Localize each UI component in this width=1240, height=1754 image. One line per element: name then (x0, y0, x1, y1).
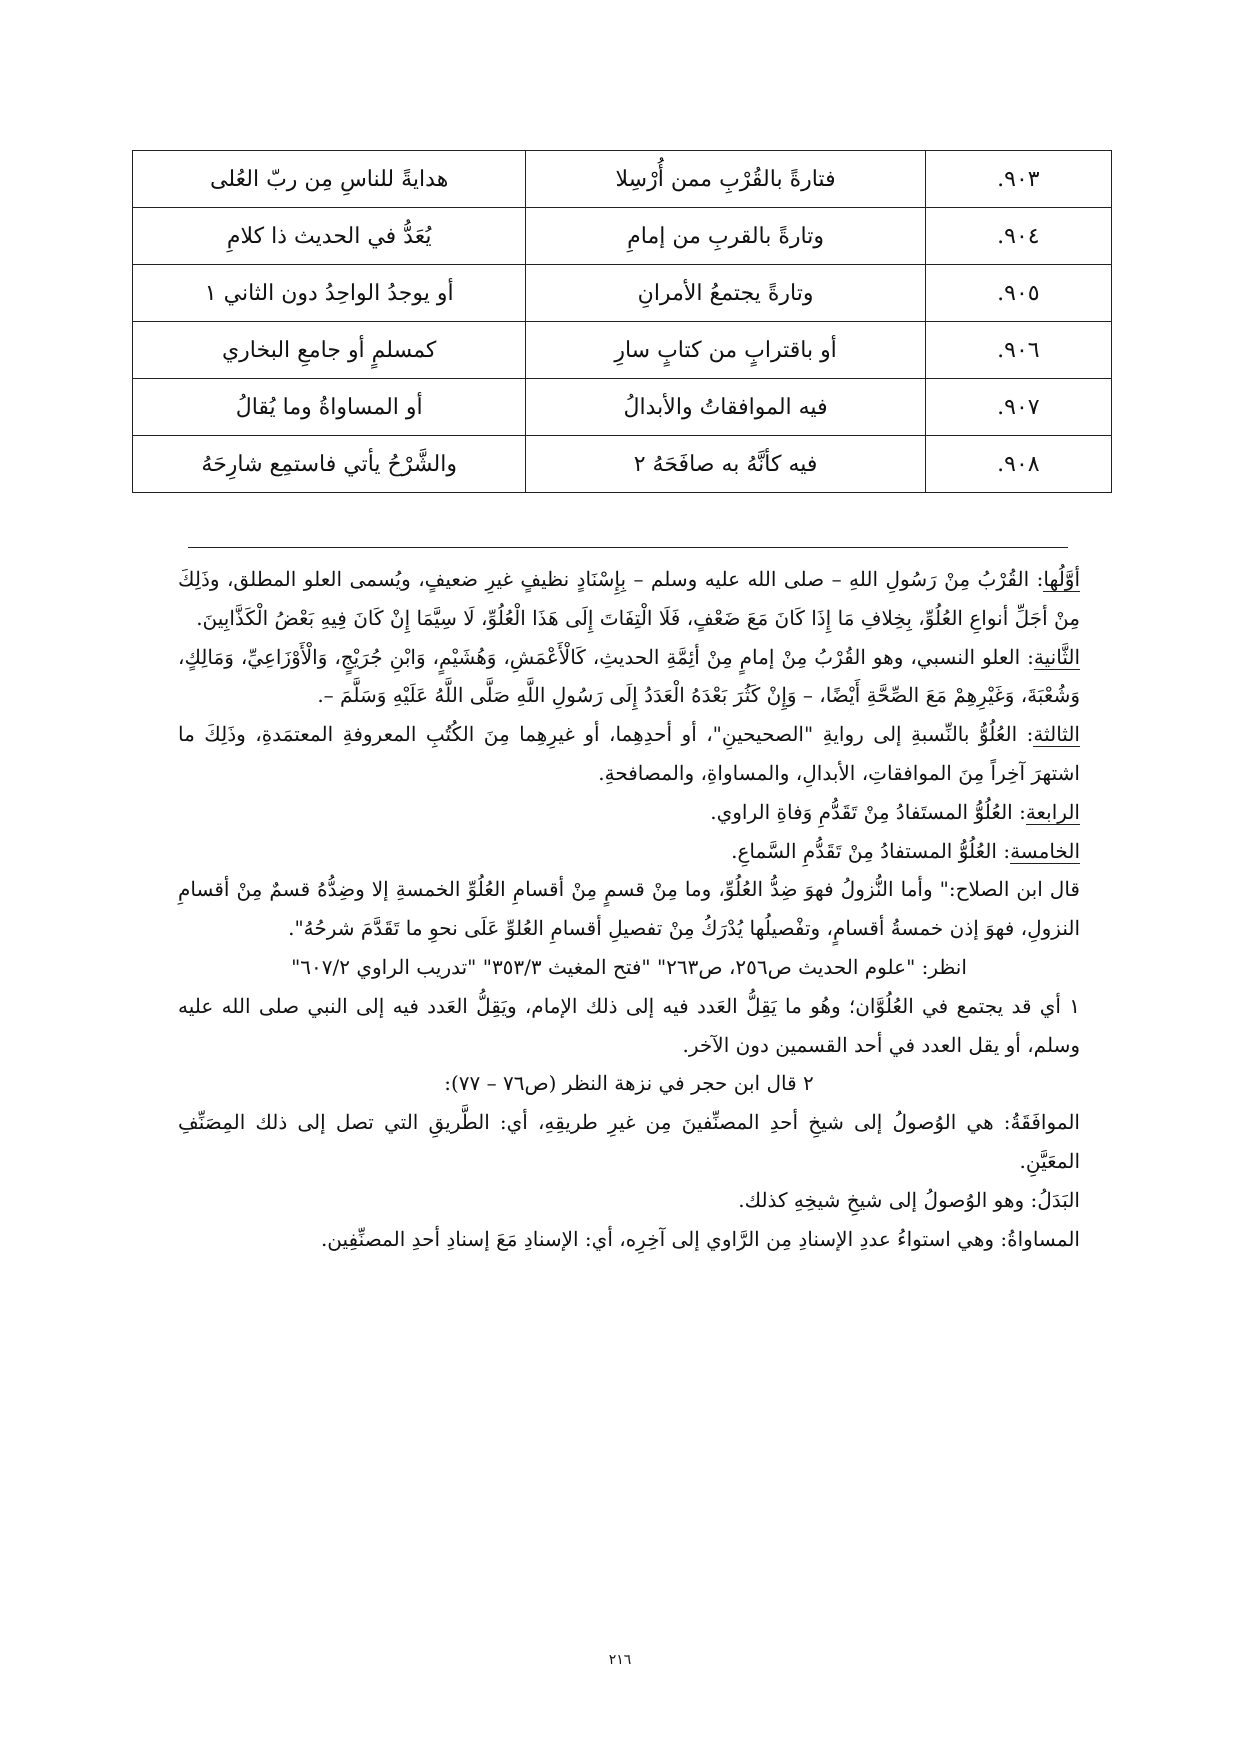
note-paragraph (178, 560, 1080, 638)
verse-number: ٩٠٨. (925, 436, 1111, 493)
table-row (133, 379, 1112, 436)
footnotes (178, 560, 1080, 1258)
verse-second-hemistich: أو المساواةُ وما يُقالُ (133, 379, 526, 436)
verse-first-hemistich: وتارةً بالقربِ من إمامِ (526, 208, 925, 265)
footnote-2: ٢ قال ابن حجر في نزهة النظر (ص٧٦ – ٧٧): (444, 1071, 814, 1096)
verse-first-hemistich: فيه كأنَّهُ به صافَحَهُ ٢ (526, 436, 925, 493)
table-row (133, 151, 1112, 208)
verse-number: ٩٠٦. (925, 322, 1111, 379)
verse-number: ٩٠٧. (925, 379, 1111, 436)
note-paragraph (178, 793, 1080, 832)
verse-number: ٩٠٥. (925, 265, 1111, 322)
footnote-separator (188, 547, 1068, 548)
verse-first-hemistich: فتارةً بالقُرْبِ ممن أُرْسِلا (526, 151, 925, 208)
note-label: الرابعة (1025, 799, 1080, 824)
table-row (133, 322, 1112, 379)
note-label: أوَّلُها (1043, 567, 1080, 591)
table-row (133, 208, 1112, 265)
note-paragraph (178, 715, 1080, 793)
note-label: الثَّانية (1033, 644, 1081, 669)
note-label: الثالثة (1033, 722, 1080, 747)
page-number: ٢١٦ (608, 1652, 632, 1668)
note-text: : القُرْبُ مِنْ رَسُولِ اللهِ – صلى الله عليه وسلم – بِإِسْنَادٍ نظيفٍ غيرِ ضعيفٍ، ويُسمى العلو المطلق، وذَلِكَ مِنْ أجَلِّ أنواعِ العُلُوِّ، بِخِلافِ مَا إِذَا كَانَ مَعَ ضَعْفٍ، فَلَا الْتِفَاتَ إِلَى هَذَا الْعُلُوِّ، لَا سِيَّمَا إِنْ كَانَ فِيهِ بَعْضُ الْكَذَّابِينَ. (178, 567, 1080, 630)
verse-first-hemistich: وتارةً يجتمعُ الأمرانِ (526, 265, 925, 322)
note-text: : العُلُوُّ بالنِّسبةِ إلى روايةِ "الصحيحينِ"، أو أحدِهِما، أو غيرِهِما مِنَ الكُتُبِ المعروفةِ المعتمَدةِ، وذَلِكَ ما اشتهرَ آخِراً مِنَ الموافقاتِ، الأبدالِ، والمساواةِ، والمصافحةِ. (178, 722, 1080, 785)
verse-first-hemistich: أو باقترابٍ من كتابٍ سارِ (526, 322, 925, 379)
verse-second-hemistich: هدايةً للناسِ مِن ربّ العُلى (133, 151, 526, 208)
note-paragraph (178, 832, 1080, 871)
verse-first-hemistich: فيه الموافقاتُ والأبدالُ (526, 379, 925, 436)
table-row (133, 265, 1112, 322)
footnote-1: ١ أي قد يجتمع في العُلُوَّان؛ وهُو ما يَقِلُّ العَدد فيه إلى ذلك الإمام، ويَقِلُّ العَدد فيه إلى النبي صلى الله عليه وسلم، أو يقل العدد في أحد القسمين دون الآخر. (178, 993, 1080, 1057)
note-text: : العُلُوُّ المستفادُ مِنْ تَقَدُّمِ السَّماعِ. (731, 838, 1011, 863)
verse-second-hemistich: كمسلمٍ أو جامعِ البخاري (133, 322, 526, 379)
verse-table (132, 150, 1112, 493)
verse-number: ٩٠٤. (925, 208, 1111, 265)
verse-number: ٩٠٣. (925, 151, 1111, 208)
note-paragraph (178, 638, 1080, 716)
table-row (133, 436, 1112, 493)
verse-second-hemistich: أو يوجدُ الواحِدُ دون الثاني ١ (133, 265, 526, 322)
verse-second-hemistich: يُعَدُّ في الحديث ذا كلامِ (133, 208, 526, 265)
verse-second-hemistich: والشَّرْحُ يأتي فاستمِع شارِحَهُ (133, 436, 526, 493)
note-label: الخامسة (1010, 838, 1080, 863)
note-paragraph: المساواةُ: وهي استواءُ عددِ الإسنادِ مِن الرَّاوي إلى آخِرِه، أي: الإسنادِ مَعَ إسنادِ أحدِ المصنِّفِين. (320, 1226, 1080, 1251)
note-text: : العُلُوُّ المستَفادُ مِنْ تَقَدُّمِ وَفاةِ الراوي. (710, 799, 1026, 824)
note-paragraph: البَدَلُ: وهو الوُصولُ إلى شيخِ شيخِهِ كذلك. (738, 1187, 1080, 1212)
note-text: : العلو النسبي، وهو القُرْبُ مِنْ إمامٍ مِنْ أئِمَّةِ الحديثِ، كَالْأَعْمَشِ، وَهُشَيْمٍ، وَابْنِ جُرَيْجٍ، وَالْأَوْزَاعِيِّ، وَمَالِكٍ، وَشُعْبَةَ، وَغَيْرِهِمْ مَعَ الصِّحَّةِ أَيْضًا، – وَإِنْ كَثُرَ بَعْدَهُ الْعَدَدُ إِلَى رَسُولِ اللَّهِ صَلَّى اللَّهُ عَلَيْهِ وَسَلَّمَ –. (178, 644, 1080, 708)
references-line: انظر: "علوم الحديث ص٢٥٦، ص٢٦٣" "فتح المغيث ٣٥٣/٣" "تدريب الراوي ٦٠٧/٢" (291, 954, 967, 979)
note-paragraph: الموافَقَةُ: هي الوُصولُ إلى شيخِ أحدِ المصنِّفينَ مِن غيرِ طريقِهِ، أي: الطَّريقِ التي تصل إلى ذلك المِصَنِّفِ المعَيَّنِ. (178, 1110, 1080, 1173)
note-paragraph: قال ابن الصلاح:" وأما النُّزولُ فهوَ ضِدُّ العُلُوِّ، وما مِنْ قسمٍ مِنْ أقسامِ العُلُوِّ الخمسةِ إلا وضِدُّهُ قسمٌ مِنْ أقسامِ النزولِ، فهوَ إذن خمسةُ أقسامٍ، وتفْصيلُها يُدْرَكُ مِنْ تفصيلِ أقسامِ العُلوِّ عَلَى نحوِ ما تَقَدَّمَ شرحُهُ". (178, 877, 1080, 941)
